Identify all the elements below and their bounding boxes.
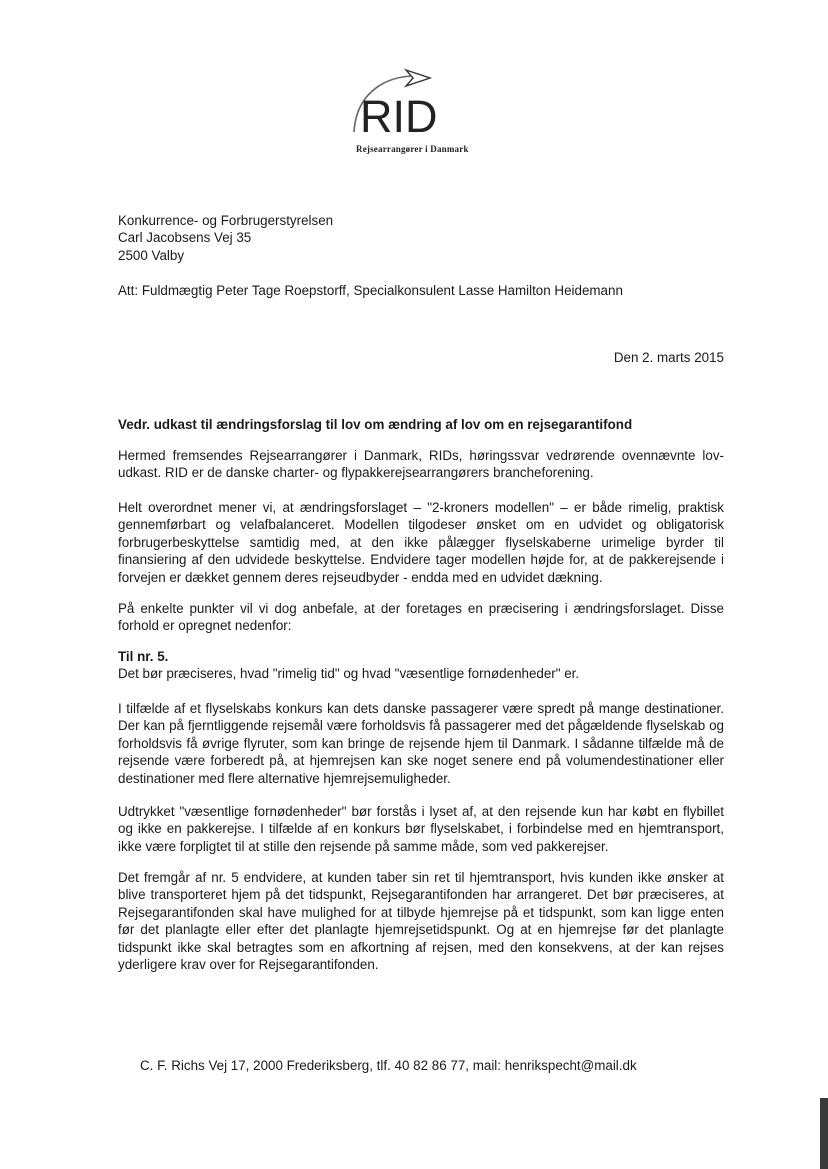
paragraph-clarify: Det bør præciseres, hvad "rimelig tid" og hvad "væsentlige fornødenheder" er. bbox=[118, 666, 580, 681]
paragraph-recommendation: På enkelte punkter vil vi dog anbefale, at der foretages en præcisering i ændringsforslaget. Disse forhold er opregnet nedenfor: bbox=[118, 601, 724, 634]
logo-wordmark: RID bbox=[360, 91, 438, 142]
scan-edge-mark bbox=[820, 1098, 828, 1169]
rid-logo bbox=[326, 66, 476, 156]
recipient-address bbox=[118, 212, 724, 264]
paragraph-intro: Hermed fremsendes Rejsearrangører i Danmark, RIDs, høringssvar vedrørende ovennævnte lov-udkast. RID er de danske charter- og flypakkerejsearrangørers brancheforening. bbox=[118, 448, 724, 481]
paragraph-overview: Helt overordnet mener vi, at ændringsforslaget – "2-kroners modellen" – er både rimelig, praktisk gennemførbart og velafbalanceret. Modellen tilgodeser ønsket om en udvidet og obligatorisk forbrugerbeskyttelse samtidig med, at den ikke pålægger flyselskaberne urimelige byrder til finansiering af den udvidede beskyttelse. Endvidere tager modellen højde for, at de pakkerejsende i forvejen er dækket gennem deres rejseudbyder - endda med en udvidet dækning. bbox=[118, 500, 724, 585]
paragraph-bankruptcy: I tilfælde af et flyselskabs konkurs kan dets danske passagerer være spredt på mange destinationer. Der kan på fjerntliggende rejsemål være forholdsvis få passagerer med det pågældende flyselskab og forholdsvis få øvrige flyruter, som kan bringe de rejsende hjem til Danmark. I sådanne tilfælde må de rejsende være forberedt på, at hjemrejsen kan ske noget senere end på volumendestinationer eller destinationer med flere alternative hjemrejsemuligheder. bbox=[118, 701, 724, 786]
attention-line bbox=[118, 282, 724, 299]
section-heading: Til nr. 5. bbox=[118, 649, 169, 664]
recipient-line: Konkurrence- og Forbrugerstyrelsen bbox=[118, 213, 334, 228]
logo-arrow-icon bbox=[326, 66, 476, 146]
recipient-line: 2500 Valby bbox=[118, 247, 185, 263]
paragraph-necessities: Udtrykket "væsentlige fornødenheder" bør forstås i lyset af, at den rejsende kun har købt en flybillet og ikke en pakkerejse. I tilfælde af en konkurs bør flyselskabet, i forbindelse med en hjemtransport, ikke være forpligtet til at stille den rejsende på samme måde, som ved pakkerejser. bbox=[118, 804, 724, 854]
logo-tagline: Rejsearrangører i Danmark bbox=[356, 144, 469, 154]
recipient-line: Carl Jacobsens Vej 35 bbox=[118, 230, 252, 246]
subject-line bbox=[118, 416, 724, 433]
subject-text: Vedr. udkast til ændringsforslag til lov om ændring af lov om en rejsegarantifond bbox=[118, 417, 633, 432]
attention-text: Att: Fuldmægtig Peter Tage Roepstorff, Specialkonsulent Lasse Hamilton Heidemann bbox=[118, 283, 623, 298]
letter-date: Den 2. marts 2015 bbox=[613, 350, 724, 365]
footer-contact: C. F. Richs Vej 17, 2000 Frederiksberg, tlf. 40 82 86 77, mail: henrikspecht@mail.dk bbox=[140, 1058, 637, 1073]
paragraph-transport: Det fremgår af nr. 5 endvidere, at kunden taber sin ret til hjemtransport, hvis kunden ikke ønsker at blive transporteret hjem på det tidspunkt, Rejsegarantifonden har arrangeret. Det bør præciseres, at Rejsegarantifonden skal have mulighed for at tilbyde hjemrejse på et tidspunkt, som kan ligge enten før det planlagte eller efter det planlagte hjemrejsetidspunkt. Og at en hjemrejse før det planlagte tidspunkt ikke skal betragtes som en afkortning af rejsen, med den konsekvens, at der kan rejses yderligere krav over for Rejsegarantifonden. bbox=[118, 870, 724, 973]
